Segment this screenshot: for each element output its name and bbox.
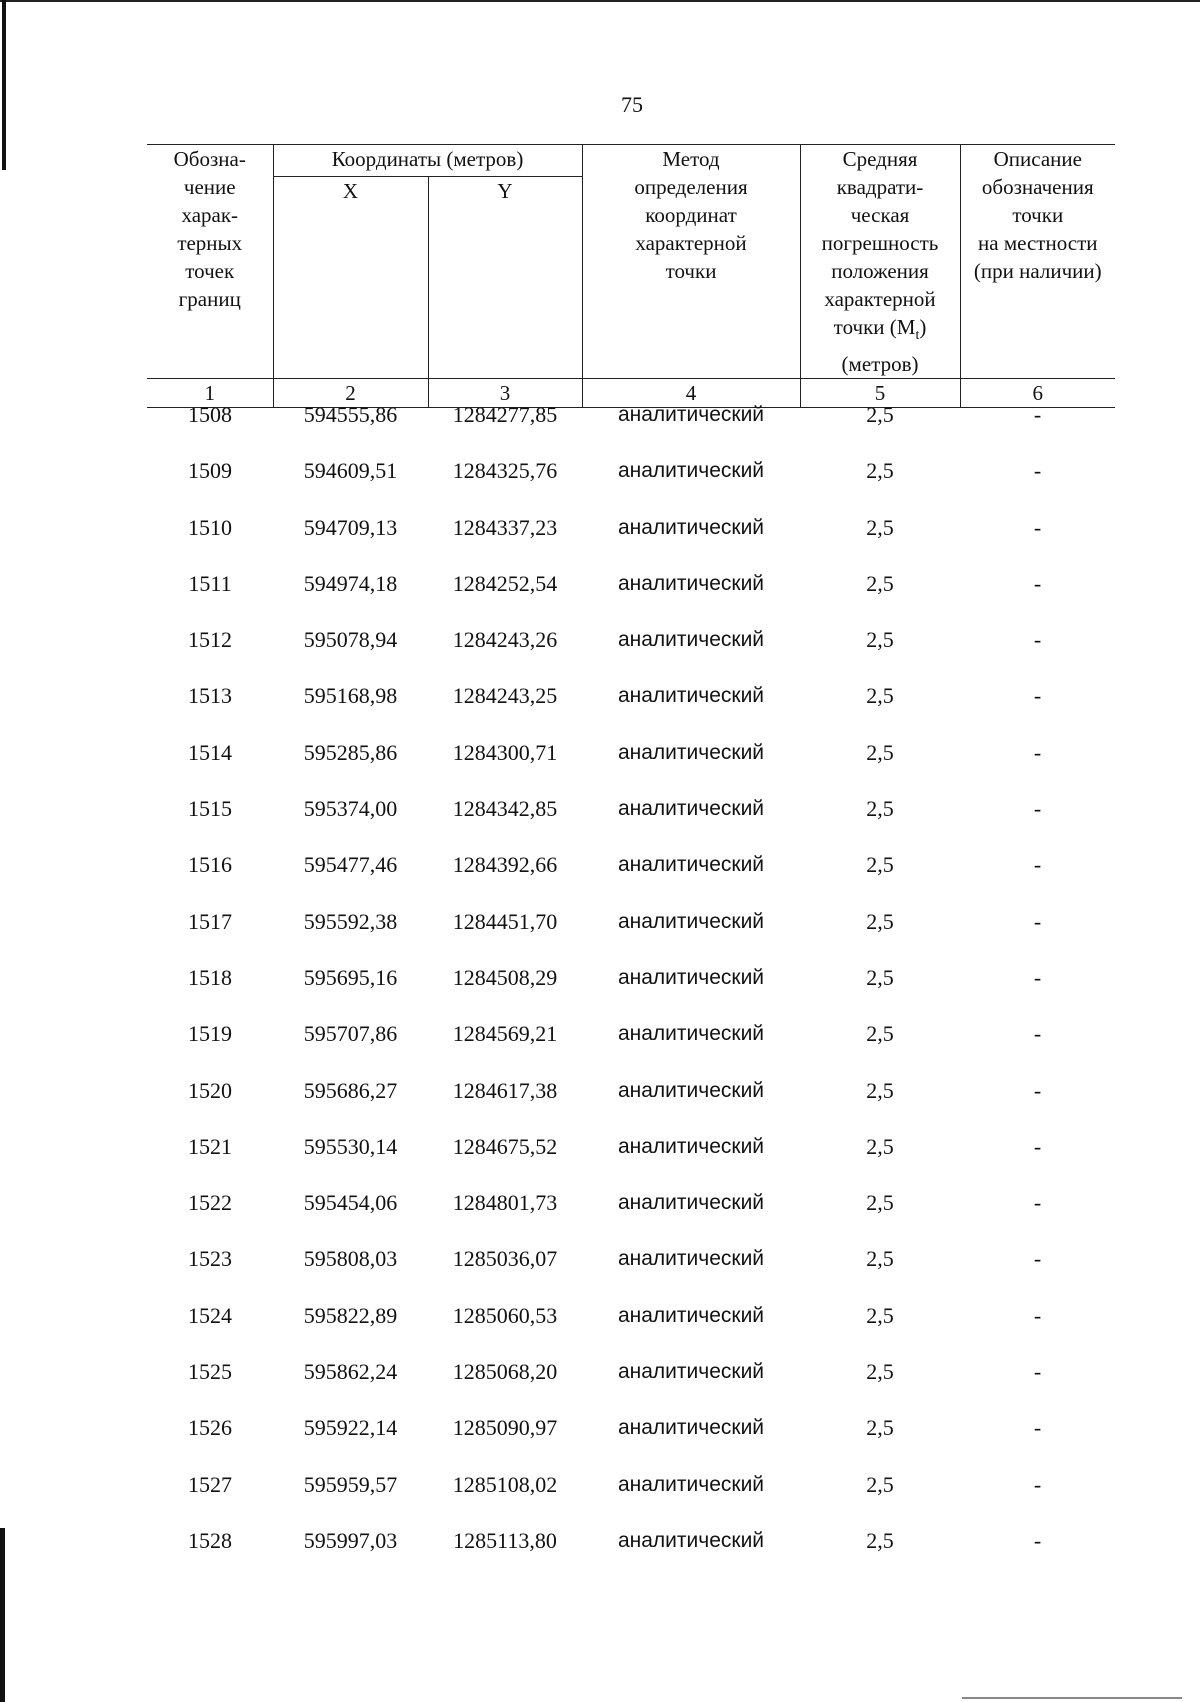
header-description-line: обозначения	[981, 175, 1094, 199]
y-coordinate-cell: 1284300,71	[452, 739, 558, 765]
y-coordinate-cell: 1284451,70	[452, 908, 558, 934]
header-error-line: ческая	[850, 203, 910, 227]
column-number: 5	[800, 379, 960, 408]
method-cell: аналитический	[617, 1078, 765, 1102]
description-cell: -	[1033, 1077, 1042, 1103]
description-cell: -	[1033, 514, 1042, 540]
x-coordinate-cell: 595922,14	[303, 1415, 398, 1441]
header-method	[582, 145, 800, 379]
method-cell: аналитический	[617, 965, 765, 989]
description-cell: -	[1033, 402, 1042, 427]
x-coordinate-cell: 594709,13	[303, 514, 398, 540]
table-row	[147, 1188, 1115, 1244]
header-point-designation	[147, 145, 273, 379]
table-row	[147, 1019, 1115, 1075]
x-coordinate-cell: 595695,16	[303, 964, 398, 990]
table-row	[147, 1076, 1115, 1132]
column-number: 2	[273, 379, 428, 408]
error-cell: 2,5	[866, 796, 894, 822]
description-cell: -	[1033, 1021, 1042, 1047]
method-cell: аналитический	[617, 1191, 765, 1215]
point-id-cell: 1513	[188, 683, 232, 709]
y-coordinate-cell: 1284508,29	[452, 964, 558, 990]
method-cell: аналитический	[617, 1247, 765, 1271]
method-cell: аналитический	[617, 403, 765, 426]
method-cell: аналитический	[617, 1360, 765, 1384]
header-error-line: характерной	[824, 287, 936, 311]
x-coordinate-cell: 595808,03	[303, 1246, 398, 1272]
footer-line	[962, 1697, 1182, 1699]
method-cell: аналитический	[617, 1416, 765, 1440]
point-id-cell: 1508	[188, 402, 232, 427]
method-cell: аналитический	[617, 684, 765, 708]
table-row	[147, 1526, 1115, 1582]
table-row	[147, 681, 1115, 737]
x-coordinate-cell: 595997,03	[303, 1527, 398, 1553]
header-method-line: точки	[665, 259, 717, 283]
header-error-mt-prefix: точки (M	[833, 315, 916, 339]
error-cell: 2,5	[866, 1077, 894, 1103]
description-cell: -	[1033, 1190, 1042, 1216]
header-point-designation-line: терных	[177, 231, 243, 255]
y-coordinate-cell: 1285113,80	[453, 1527, 557, 1553]
y-coordinate-cell: 1285108,02	[452, 1471, 558, 1497]
point-id-cell: 1511	[188, 570, 232, 596]
description-cell: -	[1033, 1415, 1042, 1441]
header-description	[960, 145, 1115, 379]
description-cell: -	[1033, 796, 1042, 822]
method-cell: аналитический	[617, 1134, 765, 1158]
point-id-cell: 1515	[188, 796, 232, 822]
column-number: 6	[960, 379, 1115, 408]
x-coordinate-cell: 595686,27	[303, 1077, 398, 1103]
method-cell: аналитический	[617, 515, 765, 539]
x-coordinate-cell: 595862,24	[303, 1359, 398, 1385]
header-point-designation-line: харак-	[181, 203, 239, 227]
table-row	[147, 1132, 1115, 1188]
method-cell: аналитический	[617, 853, 765, 877]
x-coordinate-cell: 595530,14	[303, 1133, 398, 1159]
header-point-designation-line: Обозна-	[173, 147, 246, 171]
error-cell: 2,5	[866, 570, 894, 596]
error-cell: 2,5	[866, 739, 894, 765]
y-coordinate-cell: 1284392,66	[452, 852, 558, 878]
table-row	[147, 1413, 1115, 1469]
header-error-mt-suffix: )	[919, 315, 927, 339]
y-coordinate-cell: 1284617,38	[452, 1077, 558, 1103]
header-description-line: на местности	[978, 231, 1098, 255]
error-cell: 2,5	[866, 1527, 894, 1553]
error-cell: 2,5	[866, 1190, 894, 1216]
table-row	[147, 1470, 1115, 1526]
y-coordinate-cell: 1284801,73	[452, 1190, 558, 1216]
header-description-line: точки	[1012, 203, 1064, 227]
error-cell: 2,5	[866, 1133, 894, 1159]
error-cell: 2,5	[866, 627, 894, 653]
error-cell: 2,5	[866, 458, 894, 484]
error-cell: 2,5	[866, 964, 894, 990]
header-description-line: (при наличии)	[973, 259, 1102, 283]
header-description-line: Описание	[993, 147, 1082, 171]
table-row	[147, 400, 1115, 456]
method-cell: аналитический	[617, 1022, 765, 1046]
column-number: 4	[582, 379, 800, 408]
description-cell: -	[1033, 739, 1042, 765]
page-number: 75	[621, 92, 643, 117]
table-row	[147, 907, 1115, 963]
y-coordinate-cell: 1285036,07	[452, 1246, 558, 1272]
table-row	[147, 1244, 1115, 1300]
point-id-cell: 1521	[188, 1133, 232, 1159]
error-cell: 2,5	[866, 1302, 894, 1328]
point-id-cell: 1512	[188, 627, 232, 653]
header-point-designation-line: точек	[185, 259, 235, 283]
point-id-cell: 1514	[188, 739, 232, 765]
scan-edge-top	[0, 0, 1200, 2]
method-cell: аналитический	[617, 740, 765, 764]
point-id-cell: 1523	[188, 1246, 232, 1272]
point-id-cell: 1510	[188, 514, 232, 540]
x-coordinate-cell: 595078,94	[303, 627, 398, 653]
table-row	[147, 738, 1115, 794]
method-cell: аналитический	[617, 909, 765, 933]
point-id-cell: 1527	[188, 1471, 232, 1497]
error-cell: 2,5	[866, 908, 894, 934]
error-cell: 2,5	[866, 1246, 894, 1272]
coordinates-table-body	[147, 400, 1115, 1582]
error-cell: 2,5	[866, 1415, 894, 1441]
description-cell: -	[1033, 627, 1042, 653]
column-number: 1	[147, 379, 273, 408]
scan-edge-left-top	[2, 0, 6, 170]
y-coordinate-cell: 1285090,97	[452, 1415, 558, 1441]
table-row	[147, 456, 1115, 512]
error-cell: 2,5	[866, 402, 894, 427]
header-error-line: (метров)	[841, 352, 919, 377]
header-method-line: характерной	[635, 231, 747, 255]
header-method-line: координат	[645, 203, 737, 227]
x-coordinate-cell: 595959,57	[303, 1471, 398, 1497]
y-coordinate-cell: 1284569,21	[452, 1021, 558, 1047]
column-number: 3	[428, 379, 582, 408]
table-header	[147, 144, 1115, 408]
description-cell: -	[1033, 683, 1042, 709]
header-col-y: Y	[428, 176, 582, 378]
description-cell: -	[1033, 1133, 1042, 1159]
header-error-line: квадрати-	[836, 175, 924, 199]
description-cell: -	[1033, 1302, 1042, 1328]
x-coordinate-cell: 595168,98	[303, 683, 398, 709]
header-method-line: Метод	[662, 147, 720, 171]
y-coordinate-cell: 1284277,85	[452, 402, 558, 427]
x-coordinate-cell: 595454,06	[303, 1190, 398, 1216]
x-coordinate-cell: 595477,46	[303, 852, 398, 878]
point-id-cell: 1518	[188, 964, 232, 990]
method-cell: аналитический	[617, 1528, 765, 1552]
y-coordinate-cell: 1284243,26	[452, 627, 558, 653]
method-cell: аналитический	[617, 1472, 765, 1496]
point-id-cell: 1517	[188, 908, 232, 934]
header-point-designation-line: чение	[183, 175, 236, 199]
table-row	[147, 794, 1115, 850]
error-cell: 2,5	[866, 1359, 894, 1385]
error-cell: 2,5	[866, 1021, 894, 1047]
table-row	[147, 1301, 1115, 1357]
description-cell: -	[1033, 570, 1042, 596]
x-coordinate-cell: 595592,38	[303, 908, 398, 934]
point-id-cell: 1525	[188, 1359, 232, 1385]
header-error-line	[801, 313, 960, 350]
table-row	[147, 625, 1115, 681]
method-cell: аналитический	[617, 1303, 765, 1327]
error-cell: 2,5	[866, 1471, 894, 1497]
point-id-cell: 1516	[188, 852, 232, 878]
point-id-cell: 1522	[188, 1190, 232, 1216]
point-id-cell: 1526	[188, 1415, 232, 1441]
point-id-cell: 1524	[188, 1302, 232, 1328]
error-cell: 2,5	[866, 514, 894, 540]
x-coordinate-cell: 595707,86	[303, 1021, 398, 1047]
x-coordinate-cell: 594609,51	[303, 458, 398, 484]
header-error-mt-subscript: t	[915, 328, 920, 344]
description-cell: -	[1033, 908, 1042, 934]
scan-edge-left-bottom	[0, 1528, 5, 1702]
method-cell: аналитический	[617, 571, 765, 595]
point-id-cell: 1509	[188, 458, 232, 484]
description-cell: -	[1033, 1527, 1042, 1553]
point-id-cell: 1528	[188, 1527, 232, 1553]
y-coordinate-cell: 1284337,23	[452, 514, 558, 540]
y-coordinate-cell: 1284252,54	[452, 570, 558, 596]
method-cell: аналитический	[617, 459, 765, 483]
header-mean-square-error	[800, 145, 960, 379]
table-row	[147, 513, 1115, 569]
table-row	[147, 963, 1115, 1019]
header-coordinates-group: Координаты (метров)	[273, 145, 582, 177]
x-coordinate-cell: 595822,89	[303, 1302, 398, 1328]
y-coordinate-cell: 1284675,52	[452, 1133, 558, 1159]
header-error-line: Средняя	[842, 147, 918, 171]
description-cell: -	[1033, 852, 1042, 878]
description-cell: -	[1033, 1471, 1042, 1497]
x-coordinate-cell: 595285,86	[303, 739, 398, 765]
point-id-cell: 1519	[188, 1021, 232, 1047]
x-coordinate-cell: 595374,00	[303, 796, 398, 822]
description-cell: -	[1033, 1359, 1042, 1385]
error-cell: 2,5	[866, 683, 894, 709]
table-row	[147, 850, 1115, 906]
x-coordinate-cell: 594555,86	[303, 402, 398, 427]
header-error-line: погрешность	[821, 231, 939, 255]
y-coordinate-cell: 1285060,53	[452, 1302, 558, 1328]
error-cell: 2,5	[866, 852, 894, 878]
y-coordinate-cell: 1284325,76	[452, 458, 558, 484]
point-id-cell: 1520	[188, 1077, 232, 1103]
y-coordinate-cell: 1284342,85	[452, 796, 558, 822]
x-coordinate-cell: 594974,18	[303, 570, 398, 596]
header-method-line: определения	[634, 175, 748, 199]
table-row	[147, 569, 1115, 625]
description-cell: -	[1033, 1246, 1042, 1272]
y-coordinate-cell: 1285068,20	[452, 1359, 558, 1385]
header-col-x: X	[273, 176, 428, 378]
description-cell: -	[1033, 458, 1042, 484]
table-row	[147, 1357, 1115, 1413]
method-cell: аналитический	[617, 797, 765, 821]
y-coordinate-cell: 1284243,25	[452, 683, 558, 709]
method-cell: аналитический	[617, 628, 765, 652]
description-cell: -	[1033, 964, 1042, 990]
header-error-line: положения	[831, 259, 929, 283]
header-point-designation-line: границ	[178, 287, 241, 311]
